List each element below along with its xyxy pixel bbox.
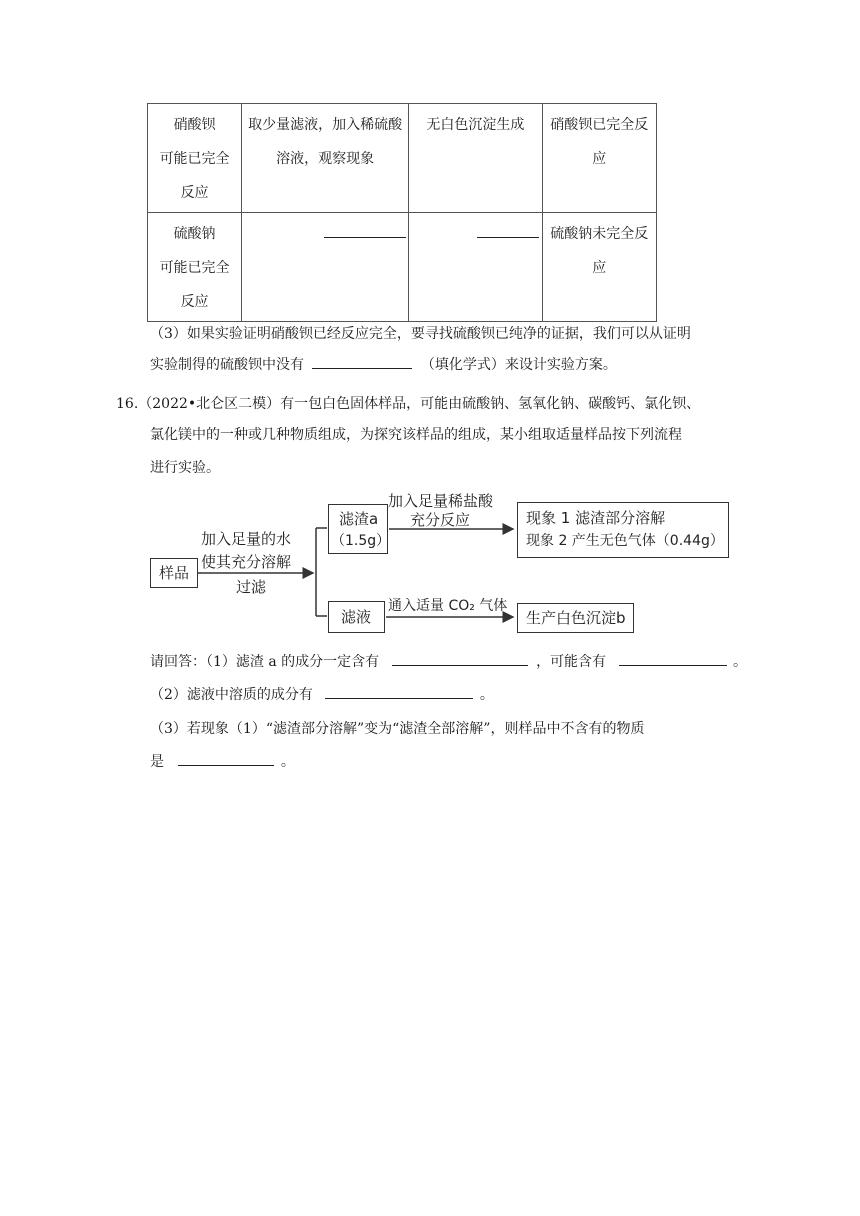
sample-box xyxy=(150,558,198,588)
residue-box xyxy=(328,504,391,554)
filtrate-label: 滤液 xyxy=(341,608,372,626)
answer-2-end: 。 xyxy=(479,687,494,703)
q15-3-line1: （3）如果实验证明硝酸钡已经反应完全，要寻找硫酸钡已纯净的证据，我们可以从证明 xyxy=(150,326,691,342)
answer-3-text: 是 xyxy=(150,754,164,770)
answer-1-mid: ，可能含有 xyxy=(536,654,607,670)
q16-line2: 氯化镁中的一种或几种物质组成，为探究该样品的组成，某小组取适量样品按下列流程 xyxy=(150,427,682,443)
answer-blank[interactable] xyxy=(178,751,274,766)
cell-text: 无白色沉淀生成 xyxy=(426,117,525,133)
answer-blank[interactable] xyxy=(312,354,412,369)
table-cell xyxy=(148,104,242,213)
experiment-table xyxy=(147,103,657,322)
filtrate-box xyxy=(328,601,385,633)
residue-label-line2: （1.5g） xyxy=(331,533,391,549)
answer-3-line2 xyxy=(150,751,295,773)
answer-1 xyxy=(150,651,747,673)
answer-1-text: 请回答：（1）滤渣 a 的成分一定含有 xyxy=(150,654,380,670)
cell-text: 溶液，观察现象 xyxy=(276,151,375,167)
acid-label-line1: 加入足量稀盐酸 xyxy=(388,492,494,510)
answer-blank[interactable] xyxy=(325,684,473,699)
precipitate-box xyxy=(517,603,634,633)
cell-text: 反应 xyxy=(180,294,209,310)
table-row xyxy=(148,213,657,322)
result-line2: 现象 2 产生无色气体（0.44g） xyxy=(526,533,724,549)
answer-3-line1: （3）若现象（1）“滤渣部分溶解”变为“滤渣全部溶解”，则样品中不含有的物质 xyxy=(150,721,645,737)
cell-text: 硝酸钡 xyxy=(173,117,216,133)
answer-blank[interactable] xyxy=(477,219,539,238)
cell-text: 反应 xyxy=(180,185,209,201)
cell-text: 应 xyxy=(592,151,607,167)
table-cell xyxy=(542,213,656,322)
table-cell xyxy=(242,104,409,213)
q16-line1: 16.（2022•北仑区二模）有一包白色固体样品，可能由硫酸钠、氢氧化钠、碳酸钙、氯化钡、 xyxy=(116,396,701,412)
answer-blank[interactable] xyxy=(324,219,406,238)
residue-label-line1: 滤渣a xyxy=(339,510,379,528)
answer-blank[interactable] xyxy=(392,651,528,666)
table-row xyxy=(148,104,657,213)
q15-3-text-a: 实验制得的硫酸钡中没有 xyxy=(150,357,304,373)
answer-blank[interactable] xyxy=(619,651,727,666)
precipitate-label: 生产白色沉淀b xyxy=(526,609,626,627)
cell-text: 硫酸钠 xyxy=(173,226,216,242)
table-cell xyxy=(542,104,656,213)
step1-label-line2: 使其充分溶解 xyxy=(201,553,292,571)
answer-2-text: （2）滤液中溶质的成分有 xyxy=(150,687,313,703)
co2-label: 通入适量 CO₂ 气体 xyxy=(388,598,508,614)
q16-line3: 进行实验。 xyxy=(150,460,220,476)
cell-text: 可能已完全 xyxy=(159,260,230,276)
cell-text: 硫酸钠未完全反 xyxy=(550,226,649,242)
step1-label-line3: 过滤 xyxy=(236,578,267,596)
acid-label-line2: 充分反应 xyxy=(410,511,471,529)
answer-2 xyxy=(150,684,494,706)
cell-text: 取少量滤液，加入稀硫酸 xyxy=(248,117,403,133)
answer-3-end: 。 xyxy=(280,754,295,770)
step1-label-line1: 加入足量的水 xyxy=(201,530,292,548)
table-cell xyxy=(242,213,409,322)
table-cell xyxy=(409,104,543,213)
cell-text: 应 xyxy=(592,260,607,276)
result-line1: 现象 1 滤渣部分溶解 xyxy=(526,509,666,527)
answer-1-end: 。 xyxy=(732,654,747,670)
table-cell xyxy=(148,213,242,322)
result-box xyxy=(517,502,729,558)
sample-label: 样品 xyxy=(159,564,190,582)
table-cell xyxy=(409,213,543,322)
q15-3-line2 xyxy=(150,354,617,376)
cell-text: 可能已完全 xyxy=(159,151,230,167)
q15-3-text-b: （填化学式）来设计实验方案。 xyxy=(420,357,617,373)
cell-text: 硝酸钡已完全反 xyxy=(550,117,649,133)
